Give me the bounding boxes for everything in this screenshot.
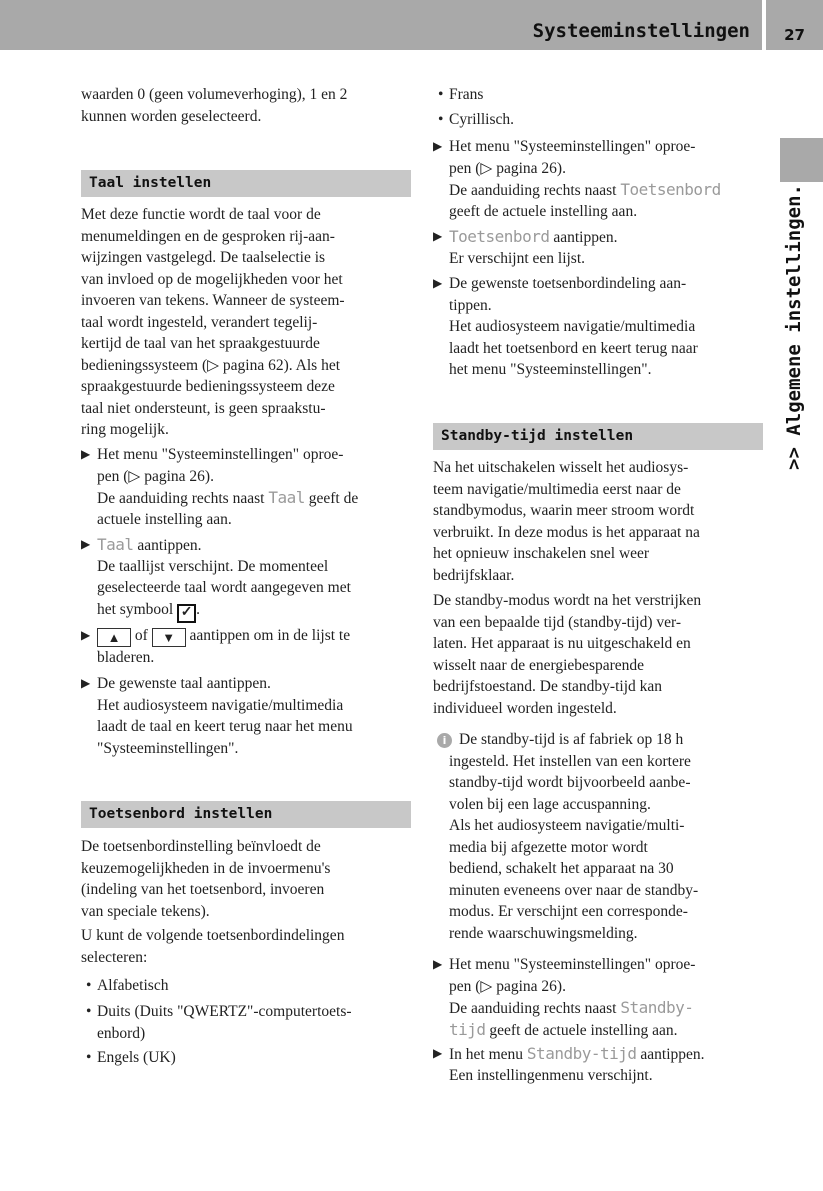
text-line (449, 976, 695, 998)
bullet-icon: • (438, 86, 444, 103)
text-line (97, 625, 350, 647)
text-line (97, 695, 353, 717)
line-text: van speciale tekens). (81, 902, 210, 920)
page-number: 27 (784, 26, 805, 44)
text-line (449, 136, 721, 158)
page-header (0, 0, 762, 50)
text-line (81, 312, 345, 334)
line-text: (indeling van het toetsenbord, invoeren (81, 881, 325, 898)
line-text: standbymodus, waarin meer stroom wordt (433, 502, 695, 519)
text-line (449, 316, 698, 338)
line-text: pen (▷ pagina 26). (97, 467, 214, 485)
text-line (433, 590, 701, 612)
line-text: geeft de (304, 490, 359, 507)
text-line (449, 837, 698, 859)
line-text: van een bepaalde tijd (standby-tijd) ver- (433, 613, 682, 631)
text-line (81, 836, 330, 858)
text-line (97, 509, 358, 531)
text-line (449, 794, 691, 816)
line-text: Als het audiosysteem navigatie/multi- (449, 817, 685, 834)
heading-taal-instellen: Taal instellen (81, 170, 411, 197)
ui-term: Toetsenbord (620, 180, 721, 199)
line-text: Het menu "Systeeminstellingen" oproe- (97, 446, 344, 463)
text-line (433, 479, 700, 501)
text-line (97, 1023, 352, 1045)
text-line (433, 522, 700, 544)
line-text: Duits (Duits "QWERTZ"-computertoets- (97, 1003, 352, 1020)
line-text: keuzemogelijkheden in de invoermenu's (81, 859, 331, 877)
bullet-item (438, 84, 484, 106)
line-text: bladeren. (97, 648, 155, 666)
line-text: Engels (UK) (97, 1049, 176, 1066)
line-text: aantippen. (549, 229, 618, 246)
text-line (433, 655, 701, 677)
page-number-box (766, 0, 823, 50)
line-text: Alfabetisch (97, 977, 169, 994)
line-text: geeft de actuele instelling aan. (449, 202, 638, 220)
line-text: spraakgestuurde bedieningssysteem deze (81, 378, 335, 395)
text-line (449, 1043, 705, 1065)
step-arrow-icon: ▶ (433, 957, 443, 971)
line-text: Er verschijnt een lijst. (449, 249, 586, 267)
instruction-step (433, 136, 721, 222)
bullet-item (438, 109, 515, 131)
text-line (81, 106, 347, 128)
line-text: geeft de actuele instelling aan. (485, 1021, 678, 1039)
chapter-tab (780, 138, 823, 182)
line-text: actuele instelling aan. (97, 510, 232, 528)
line-text: selecteren: (81, 948, 148, 966)
line-text: U kunt de volgende toetsenbordindelingen (81, 927, 345, 944)
text-line (449, 158, 721, 180)
text-line (97, 556, 351, 578)
text-line (433, 457, 700, 479)
paragraph (433, 590, 701, 719)
instruction-step (433, 226, 618, 269)
line-text: Het audiosysteem navigatie/multimedia (97, 696, 344, 714)
line-text: Het menu "Systeeminstellingen" oproe- (449, 956, 696, 973)
instruction-step (81, 534, 351, 620)
line-text: laadt het toetsenbord en keert terug naar (449, 339, 698, 357)
instruction-step (81, 625, 351, 668)
line-text: het opnieuw inschakelen snel weer (433, 545, 650, 562)
line-text: geselecteerde taal wordt aangegeven met (97, 579, 351, 596)
line-text: laten. Het apparaat is nu uitgeschakeld en (433, 635, 691, 652)
line-text: De gewenste toetsenbordindeling aan- (449, 275, 687, 292)
text-line (449, 338, 698, 360)
line-text: modus. Er verschijnt een corresponde- (449, 903, 688, 920)
text-line (449, 858, 698, 880)
text-line (97, 738, 353, 760)
text-line (449, 751, 691, 773)
bullet-item (86, 975, 169, 997)
line-text: pen (▷ pagina 26). (449, 977, 566, 995)
line-text: ingesteld. Het instellen van een kortere (449, 752, 691, 770)
text-line (97, 975, 168, 997)
line-text: waarden 0 (geen volumeverhoging), 1 en 2 (81, 86, 348, 103)
line-text: pen (▷ pagina 26). (449, 159, 566, 177)
line-text: media bij afgezette motor wordt (449, 838, 648, 856)
text-line (449, 1065, 705, 1087)
section-title: Systeeminstellingen (532, 20, 750, 42)
bullet-icon: • (86, 1003, 92, 1020)
text-line (433, 612, 701, 634)
line-text: Het audiosysteem navigatie/multimedia (449, 318, 696, 335)
line-text: kunnen worden geselecteerd. (81, 107, 262, 125)
text-line (449, 248, 617, 270)
text-line (449, 273, 698, 295)
text-line (433, 633, 701, 655)
line-text: De standby-tijd is af fabriek op 18 h (459, 731, 684, 748)
line-text: kertijd de taal van het spraakgestuurde (81, 335, 320, 352)
step-arrow-icon: ▶ (81, 447, 91, 461)
text-line (449, 1019, 695, 1041)
step-arrow-icon: ▶ (433, 139, 443, 153)
ui-term: Standby-tijd (526, 1044, 637, 1063)
ui-term: Standby- (620, 998, 694, 1017)
line-text: . (196, 600, 200, 618)
line-text: ring mogelijk. (81, 421, 169, 438)
line-text: menumeldingen en de gesproken rij-aan- (81, 227, 335, 245)
text-line (81, 858, 330, 880)
ui-term: tijd (449, 1019, 486, 1039)
text-line (433, 676, 701, 698)
instruction-step (433, 1043, 705, 1086)
step-arrow-icon: ▶ (81, 676, 91, 690)
line-text: De gewenste taal aantippen. (97, 675, 271, 692)
ui-term: Toetsenbord (449, 227, 550, 246)
line-text: In het menu (449, 1046, 527, 1063)
paragraph (81, 836, 330, 922)
text-line (97, 673, 353, 695)
instruction-step (433, 273, 698, 381)
text-line (97, 534, 351, 556)
step-arrow-icon: ▶ (81, 537, 91, 551)
line-text: van invloed op de mogelijkheden voor het (81, 270, 343, 288)
text-line (449, 201, 721, 223)
line-text: Een instellingenmenu verschijnt. (449, 1066, 653, 1084)
heading-standby-tijd-instellen: Standby-tijd instellen (433, 423, 763, 450)
line-text: De taallijst verschijnt. De momenteel (97, 557, 329, 575)
chapter-label: >> Algemene instellingen. (783, 184, 805, 470)
text-line (449, 954, 695, 976)
bullet-icon: • (86, 977, 92, 994)
text-line (449, 226, 617, 248)
text-line (81, 419, 345, 441)
text-line (81, 925, 344, 947)
text-line (81, 376, 345, 398)
text-line (449, 815, 698, 837)
text-line (97, 444, 358, 466)
heading-toetsenbord-instellen: Toetsenbord instellen (81, 801, 411, 828)
info-note (442, 729, 691, 815)
step-arrow-icon: ▶ (433, 276, 443, 290)
text-line (97, 577, 351, 599)
text-line (433, 698, 701, 720)
text-line (97, 716, 353, 738)
text-line (449, 179, 721, 201)
paragraph (81, 204, 345, 441)
text-line (81, 398, 345, 420)
line-text: De standby-modus wordt na het verstrijken (433, 592, 702, 609)
line-text: Met deze functie wordt de taal voor de (81, 206, 321, 223)
line-text: taal niet ondersteunt, is geen spraakstu- (81, 399, 326, 417)
text-line (81, 333, 345, 355)
line-text: bedrijfsklaar. (433, 566, 515, 584)
line-text: individueel worden ingesteld. (433, 699, 617, 717)
text-line (81, 879, 330, 901)
text-line (433, 500, 700, 522)
instruction-step (81, 673, 353, 759)
text-line (81, 247, 345, 269)
text-line (449, 772, 691, 794)
line-text: rende waarschuwingsmelding. (449, 924, 638, 942)
line-text: invoeren van tekens. Wanneer de systeem- (81, 292, 345, 309)
text-line (433, 543, 700, 565)
line-text: volen bij een lage accuspanning. (449, 795, 651, 813)
text-line (97, 466, 358, 488)
paragraph (433, 457, 700, 586)
line-text: De aanduiding rechts naast (449, 1000, 621, 1017)
text-line (81, 226, 345, 248)
text-line (81, 901, 330, 923)
arrow-up-key-icon: ▲ (97, 628, 131, 647)
line-text: aantippen. (636, 1046, 705, 1063)
text-line (437, 729, 691, 751)
line-text: Frans (449, 86, 484, 103)
text-line (449, 923, 698, 945)
line-text: standby-tijd wordt bijvoorbeeld aanbe- (449, 774, 691, 791)
line-text: teem navigatie/multimedia eerst naar de (433, 480, 681, 498)
text-line (97, 1047, 176, 1069)
line-text: het symbool (97, 600, 178, 618)
line-text: Cyrillisch. (449, 111, 515, 128)
text-line (97, 1001, 352, 1023)
line-text: het menu "Systeeminstellingen". (449, 361, 652, 378)
bullet-item (86, 1001, 352, 1044)
ui-term: Taal (97, 535, 134, 554)
info-note (449, 815, 698, 944)
text-line (81, 269, 345, 291)
text-line (433, 565, 700, 587)
line-text: taal wordt ingesteld, verandert tegelij- (81, 313, 318, 331)
ui-term: Taal (268, 488, 305, 507)
instruction-step (81, 444, 359, 530)
text-line (449, 295, 698, 317)
line-text: aantippen. (133, 537, 202, 554)
line-text: bediend, schakelt het apparaat na 30 (449, 860, 674, 877)
checkbox-icon: ✓ (177, 604, 196, 623)
line-text: bedieningssysteem (▷ pagina 62). Als het (81, 356, 341, 374)
line-text: minuten eveneens over naar de standby- (449, 881, 699, 899)
text-line (81, 947, 344, 969)
line-text: De aanduiding rechts naast (449, 182, 621, 199)
text-line (449, 901, 698, 923)
line-text: aantippen om in de lijst te (185, 627, 351, 644)
line-text: laadt de taal en keert terug naar het menu (97, 718, 353, 735)
text-line (97, 647, 350, 669)
text-line (449, 109, 514, 131)
text-line (81, 204, 345, 226)
instruction-step (433, 954, 696, 1040)
line-text: of (131, 627, 152, 644)
line-text: "Systeeminstellingen". (97, 739, 239, 757)
line-text: Na het uitschakelen wisselt het audiosys- (433, 459, 689, 476)
text-line (449, 880, 698, 902)
text-line (97, 599, 351, 621)
text-line (81, 290, 345, 312)
text-line (81, 84, 347, 106)
text-line (449, 84, 483, 106)
line-text: enbord) (97, 1024, 146, 1042)
text-line (81, 355, 345, 377)
line-text: verbruikt. In deze modus is het apparaat na (433, 523, 700, 541)
line-text: bedrijfstoestand. De standby-tijd kan (433, 678, 663, 695)
line-text: wijzingen vastgelegd. De taalselectie is (81, 249, 326, 266)
text-line (449, 997, 695, 1019)
step-arrow-icon: ▶ (433, 229, 443, 243)
text-line (449, 359, 698, 381)
info-icon: i (437, 733, 452, 748)
bullet-icon: • (438, 111, 444, 128)
bullet-icon: • (86, 1049, 92, 1066)
bullet-item (86, 1047, 176, 1069)
line-text: De toetsenbordinstelling beïnvloedt de (81, 838, 321, 855)
step-arrow-icon: ▶ (433, 1046, 443, 1060)
paragraph (81, 84, 347, 127)
step-arrow-icon: ▶ (81, 628, 91, 642)
line-text: De aanduiding rechts naast (97, 490, 269, 507)
line-text: wisselt naar de energiebesparende (433, 656, 645, 674)
paragraph (81, 925, 344, 968)
arrow-down-key-icon: ▼ (152, 628, 186, 647)
line-text: tippen. (449, 296, 492, 314)
text-line (97, 487, 358, 509)
line-text: Het menu "Systeeminstellingen" oproe- (449, 138, 696, 155)
